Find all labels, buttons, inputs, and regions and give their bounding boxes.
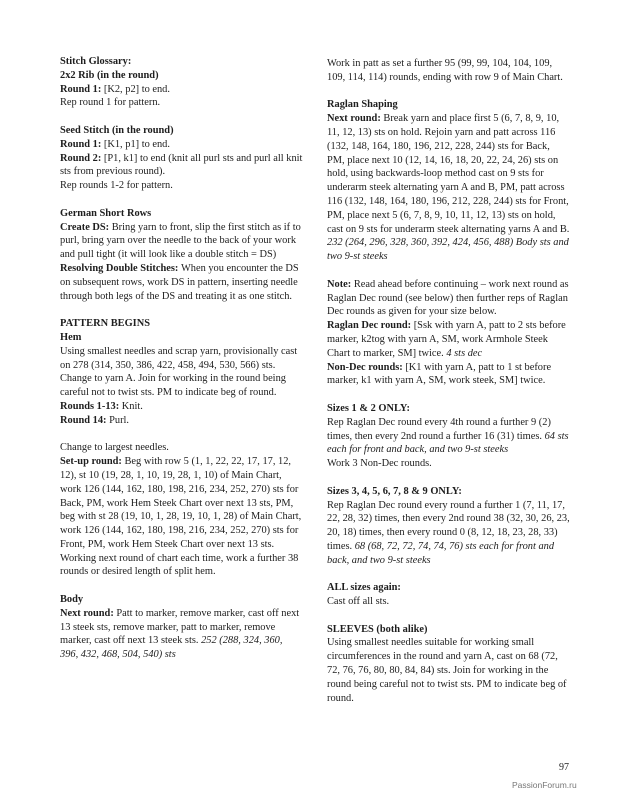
text-run: ALL sizes again:	[327, 582, 401, 594]
paragraph	[327, 319, 570, 360]
text-section	[60, 55, 303, 110]
paragraph	[327, 278, 570, 319]
paragraph	[327, 457, 570, 471]
text-section	[327, 485, 570, 568]
text-run: Cast off all sts.	[327, 596, 390, 608]
text-run: Change to largest needles.	[60, 442, 169, 454]
paragraph	[327, 112, 570, 264]
text-section	[60, 593, 303, 662]
text-run: [K1, p1] to end.	[103, 138, 170, 150]
text-run: [Ssk with yarn A, patt to 2 sts before marker, k2tog with yarn A, SM, work Armhole Steek Chart to marker, SM] twice.	[327, 320, 566, 359]
text-section	[60, 317, 303, 427]
paragraph	[60, 69, 303, 83]
paragraph	[60, 138, 303, 152]
paragraph	[327, 361, 570, 389]
paragraph	[60, 607, 303, 662]
page-number: 97	[559, 762, 569, 773]
paragraph	[60, 593, 303, 607]
text-run: Beg with row 5 (1, 1, 22, 22, 17, 17, 12, 12), st 10 (19, 28, 1, 10, 19, 28, 1, 10) of Main Chart, work 126 (144, 162, 180, 198, 216, 234, 252, 270) sts for Back, PM, work Hem Steek Chart over next 13 sts, PM, beg with st 28 (19, 10, 1, 28, 19, 10, 1, 28) of Main Chart, work 126 (144, 162, 180, 198, 216, 234, 252, 270) sts for Front, PM, work Hem Steek Chart over next 13 sts.	[60, 456, 302, 550]
text-run: Hem	[60, 331, 82, 343]
text-section	[60, 207, 303, 304]
text-run: Raglan Shaping	[327, 99, 398, 111]
text-run: German Short Rows	[60, 207, 152, 219]
left-column	[60, 55, 303, 676]
text-run: Round 1:	[60, 138, 104, 150]
text-run: Work 3 Non-Dec rounds.	[327, 458, 432, 470]
text-run: Patt to marker, remove marker, cast off next 13 steek sts, remove marker, patt to marker, remove marker, cast off next 13 steek sts.	[60, 607, 300, 647]
text-run: Working next round of chart each time, work a further 38 rounds or desired length of split hem.	[60, 552, 299, 578]
paragraph	[327, 98, 570, 112]
text-run: Raglan Dec round:	[327, 320, 414, 332]
paragraph	[327, 402, 570, 416]
text-run: SLEEVES (both alike)	[327, 623, 428, 635]
text-run: Rep Raglan Dec round every 4th round a further 9 (2) times, then every 2nd round a further 16 (31) times.	[327, 416, 551, 442]
text-run: Non-Dec rounds:	[327, 361, 406, 373]
text-run: [K2, p2] to end.	[103, 83, 170, 95]
paragraph	[60, 221, 303, 262]
text-section	[327, 98, 570, 264]
text-run: Work in patt as set a further 95 (99, 99, 104, 104, 109, 109, 114, 114) rounds, ending with row 9 of Main Chart.	[327, 58, 563, 83]
text-run: Read ahead before continuing – work next round as Raglan Dec round (see below) then further reps of Raglan Dec rounds as given for your size below.	[327, 278, 569, 318]
text-run: PATTERN BEGINS	[60, 318, 150, 330]
paragraph	[60, 179, 303, 193]
paragraph	[60, 455, 303, 552]
paragraph	[327, 581, 570, 595]
text-run: Seed Stitch (in the round)	[60, 124, 174, 136]
paragraph	[60, 317, 303, 331]
text-section	[327, 402, 570, 471]
text-run: Set-up round:	[60, 456, 125, 468]
paragraph	[60, 55, 303, 69]
text-run: 2x2 Rib (in the round)	[60, 69, 159, 81]
paragraph	[327, 623, 570, 637]
text-run: 68 (68, 72, 72, 74, 74, 76) sts each for front and back, and two 9-st steeks	[327, 540, 555, 566]
text-run: Knit.	[121, 400, 143, 412]
text-run: Sizes 3, 4, 5, 6, 7, 8 & 9 ONLY:	[327, 485, 462, 497]
text-section	[327, 278, 570, 388]
text-run: When you encounter the DS on subsequent rows, work DS in pattern, inserting needle through both legs of the DS and treating it as one stitch.	[60, 262, 299, 302]
paragraph	[327, 499, 570, 568]
paragraph	[60, 262, 303, 303]
paragraph	[327, 595, 570, 609]
text-run: Bring yarn to front, slip the first stitch as if to purl, bring yarn over the needle to the back of your work and pull tight (it will look like a double stitch = DS)	[60, 221, 301, 261]
paragraph	[327, 57, 570, 85]
text-run: Round 14:	[60, 414, 110, 426]
paragraph	[60, 96, 303, 110]
text-run: Rep rounds 1-2 for pattern.	[60, 180, 173, 192]
paragraph	[60, 414, 303, 428]
text-run: Using smallest needles suitable for working small circumferences in the round and yarn A, cast on 68 (72, 72, 76, 76, 80, 80, 84, 84) sts. Join for working in the round being careful not to twist sts. PM to indicate beg of round.	[327, 637, 567, 704]
text-run: 232 (264, 296, 328, 360, 392, 424, 456, 488) Body sts and two 9-st steeks	[327, 237, 569, 263]
paragraph	[60, 400, 303, 414]
text-section	[327, 623, 570, 706]
text-run: Using smallest needles and scrap yarn, provisionally cast on 278 (314, 350, 386, 422, 458, 494, 530, 566) sts. Change to yarn A. Join for working in the round being careful not to twist sts. PM to indicate beg of round.	[60, 345, 298, 399]
text-run: Body	[60, 594, 84, 606]
paragraph	[60, 152, 303, 180]
text-run: Stitch Glossary:	[60, 56, 132, 67]
text-run: Rep Raglan Dec round every round a further 1 (7, 11, 17, 22, 28, 32) times, then every 2nd round 38 (32, 30, 26, 23, 20, 18) times, then every round 0 (8, 12, 18, 23, 28, 33) times.	[327, 499, 570, 552]
paragraph	[60, 83, 303, 97]
text-run: Round 2:	[60, 152, 104, 164]
paragraph	[327, 416, 570, 457]
paragraph	[60, 207, 303, 221]
text-run: Resolving Double Stitches:	[60, 262, 181, 274]
paragraph	[60, 552, 303, 580]
paragraph	[60, 124, 303, 138]
watermark: PassionForum.ru	[512, 780, 577, 790]
text-section	[60, 124, 303, 193]
paragraph	[327, 636, 570, 705]
text-run: Sizes 1 & 2 ONLY:	[327, 402, 410, 414]
paragraph	[327, 485, 570, 499]
text-run: Break yarn and place first 5 (6, 7, 8, 9, 10, 11, 12, 13) sts on hold. Rejoin yarn and patt across 116 (132, 148, 164, 180, 196, 212, 228, 244) sts for Back, PM, place next 10 (12, 14, 16, 18, 20, 22, 24, 26) sts on hold, using backwards-loop method cast on 9 sts for underarm steek alternating yarn A and B, PM, patt across 116 (132, 148, 164, 180, 196, 212, 228, 244) sts for Front, PM, place next 5 (6, 7, 8, 9, 10, 11, 12, 13) sts on hold, cast on 9 sts for underarm steek alternating yarns A and B.	[327, 113, 570, 235]
paragraph	[60, 441, 303, 455]
text-run: [K1 with yarn A, patt to 1 st before marker, k1 with yarn A, SM, work steek, SM] twice.	[327, 361, 552, 387]
text-section	[60, 441, 303, 579]
paragraph	[60, 345, 303, 400]
text-run: Create DS:	[60, 221, 112, 233]
text-run: 4 sts dec	[446, 347, 483, 359]
text-run: Purl.	[109, 414, 130, 426]
text-run: 64 sts each for front and back, and two 9-st steeks	[327, 430, 569, 456]
text-run: 252 (288, 324, 360, 396, 432, 468, 504, 540) sts	[60, 635, 283, 661]
text-run: Rounds 1-13:	[60, 400, 122, 412]
text-run: [P1, k1] to end (knit all purl sts and purl all knit sts from previous round).	[60, 152, 303, 178]
text-run: Next round:	[327, 113, 384, 125]
right-column	[327, 57, 570, 719]
text-section	[327, 581, 570, 609]
text-section	[327, 57, 570, 85]
paragraph	[60, 331, 303, 345]
text-run: Rep round 1 for pattern.	[60, 97, 161, 109]
text-run: Next round:	[60, 607, 117, 619]
text-run: Note:	[327, 278, 354, 290]
text-run: Round 1:	[60, 83, 104, 95]
